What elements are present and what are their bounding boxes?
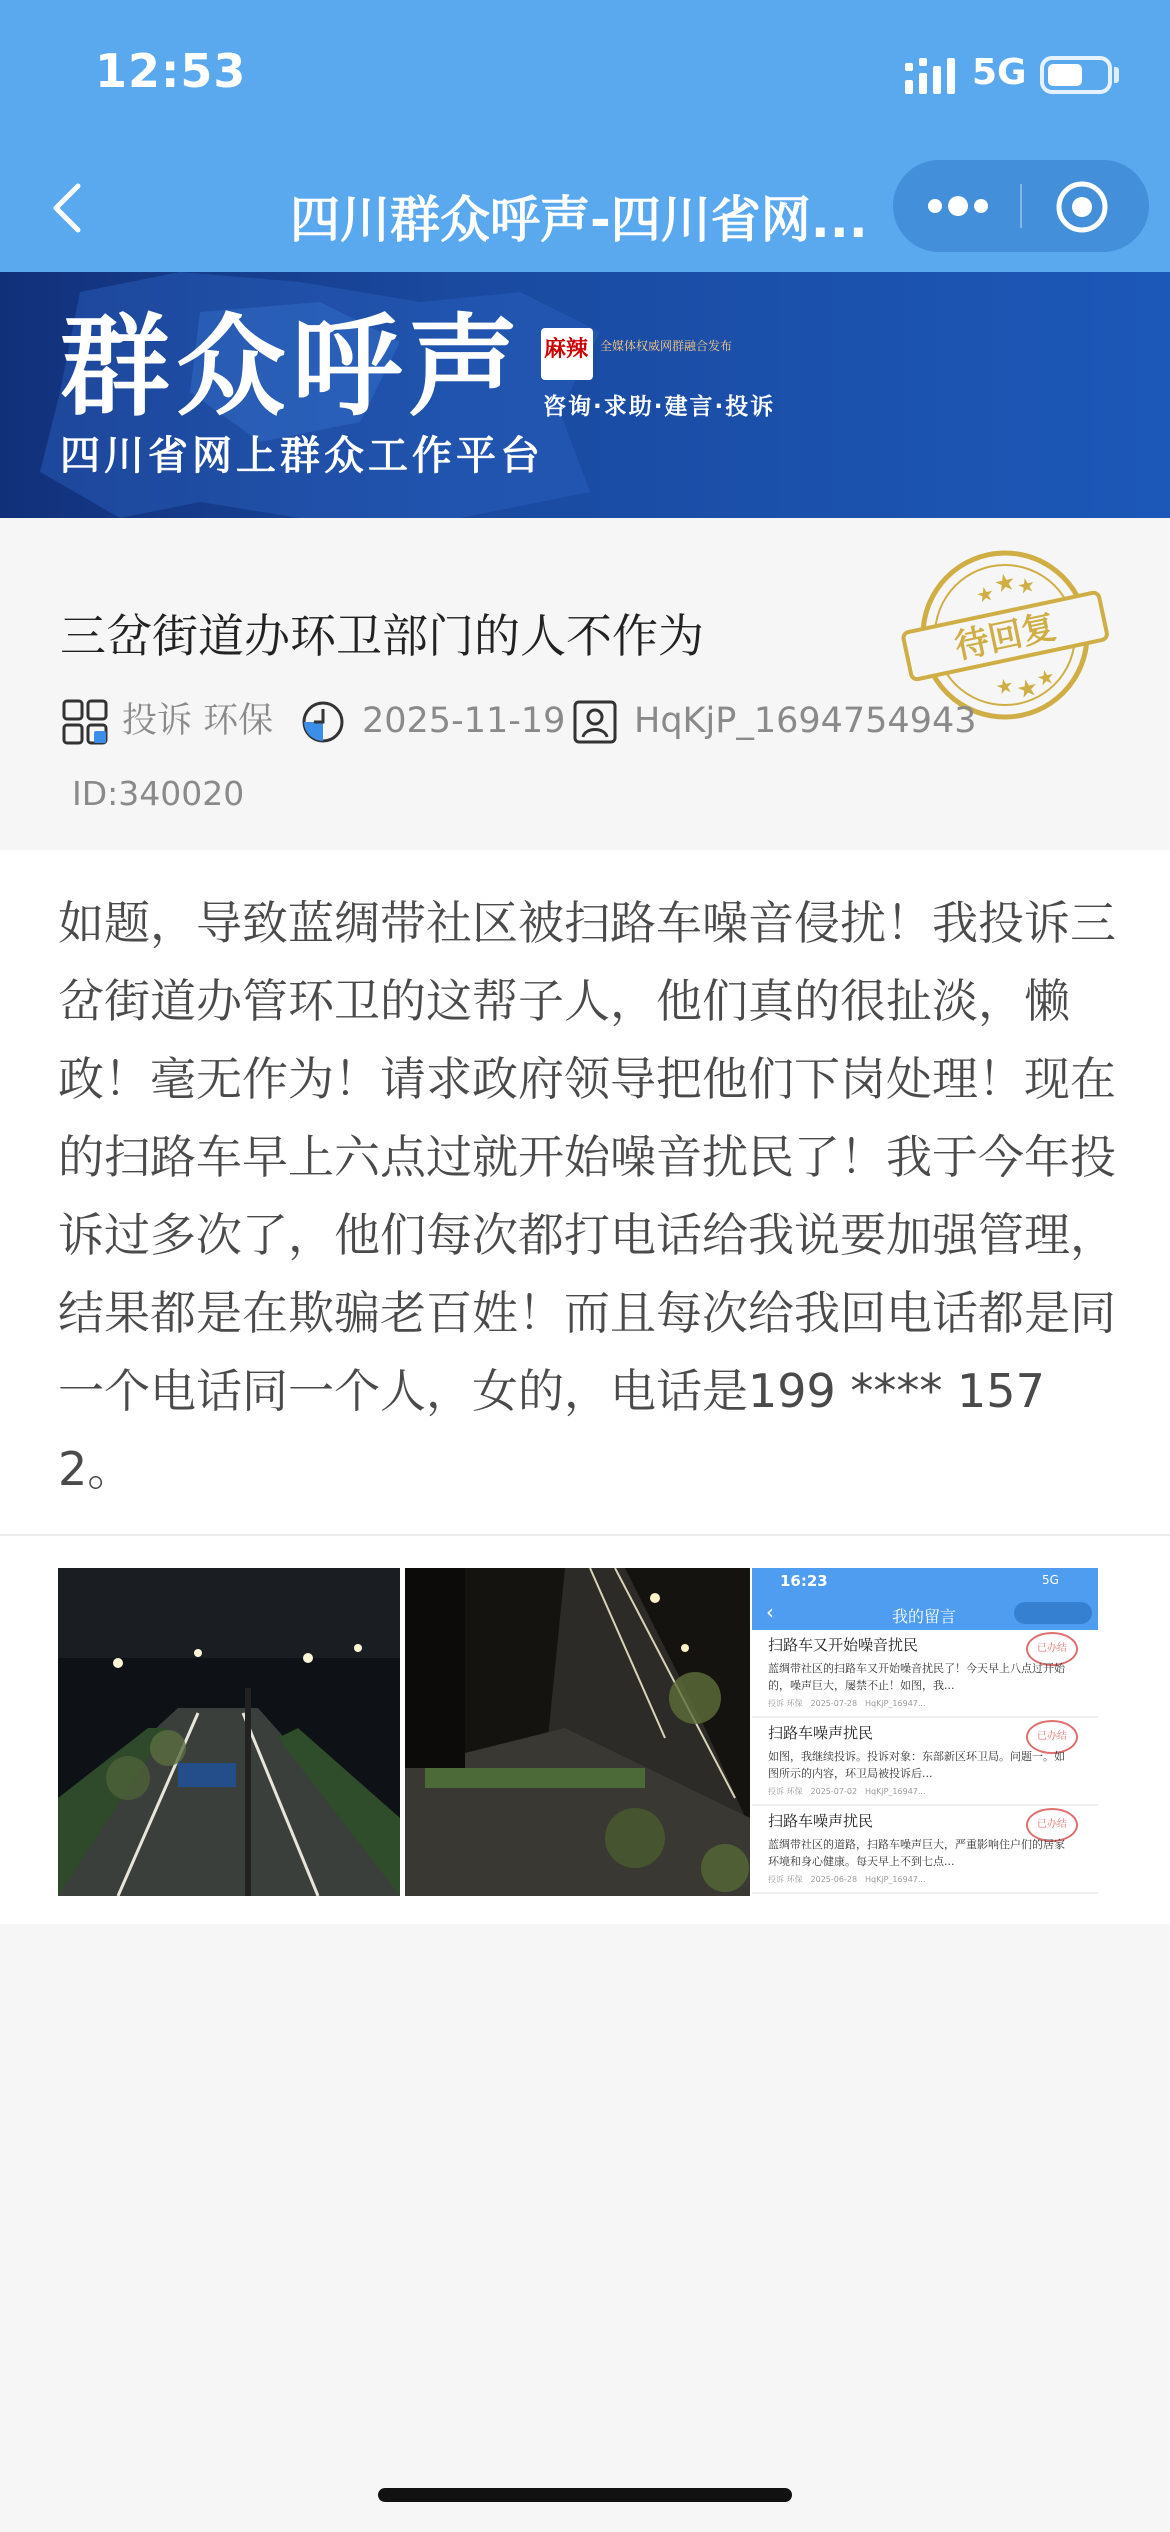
svg-text:★: ★ — [1034, 663, 1057, 692]
user-icon — [572, 699, 618, 745]
svg-text:★: ★ — [993, 672, 1016, 700]
screenshot-item-body: 蓝绸带社区的道路，扫路车噪声巨大，严重影响住户们的居家环境和身心健康。每天早上不到七点... — [768, 1838, 1065, 1868]
capsule-divider — [1020, 184, 1022, 228]
logo-caption: 全媒体权威网群融合发布 — [600, 339, 733, 353]
screenshot-item-stamp: 已办结 — [1026, 1720, 1078, 1754]
mala-logo-text: 麻辣 — [544, 337, 589, 362]
nav-bar — [0, 150, 1170, 272]
attachment-screenshot-messages[interactable] — [752, 1568, 1098, 1896]
post-content-card — [0, 850, 1170, 1536]
target-circle-icon[interactable] — [1055, 180, 1109, 234]
post-id: ID:340020 — [72, 774, 245, 813]
status-bar — [0, 0, 1170, 150]
banner-subtitle: 四川省网上群众工作平台 — [60, 433, 544, 479]
back-chevron-icon[interactable] — [44, 176, 92, 240]
battery-icon — [1040, 56, 1112, 94]
post-content: 如题，导致蓝绸带社区被扫路车噪音侵扰！我投诉三岔街道办管环卫的这帮子人，他们真的很扯淡，懒政！毫无作为！请求政府领导把他们下岗处理！现在的扫路车早上六点过就开始噪音扰民了！我于今年投诉过多次了，他们每次都打电话给我说要加强管理，结果都是在欺骗老百姓！而且每次给我回电话都是同一个电话同一个人，女的，电话是199 **** 1572。 — [58, 896, 1116, 1496]
screenshot-item-title: 扫路车噪声扰民 — [768, 1724, 874, 1742]
svg-text:★: ★ — [991, 566, 1019, 599]
attachment-photo-street-night-1[interactable] — [58, 1568, 400, 1896]
attachment-photo-street-night-2[interactable] — [405, 1568, 750, 1896]
post-header — [0, 518, 1170, 850]
battery-cap — [1114, 67, 1119, 83]
screenshot-capsule — [1014, 1602, 1092, 1624]
home-indicator[interactable] — [378, 2488, 792, 2502]
post-date: 2025-11-19 — [362, 701, 566, 741]
screenshot-time: 16:23 — [780, 1572, 828, 1590]
svg-text:★: ★ — [1014, 571, 1038, 600]
screenshot-title: 我的留言 — [892, 1607, 957, 1626]
more-dots-icon[interactable] — [923, 182, 993, 230]
platform-banner — [0, 272, 1170, 518]
post-author: HqKjP_1694754943 — [634, 701, 977, 741]
screenshot-item-stamp: 已办结 — [1026, 1632, 1078, 1666]
network-type: 5G — [972, 52, 1027, 93]
screenshot-message-item — [752, 1806, 1098, 1894]
post-category: 投诉 环保 — [122, 701, 274, 741]
night-road-image — [405, 1568, 750, 1896]
screenshot-item-meta: 投诉 环保 2025-07-02 HqKjP_16947... — [768, 1787, 926, 1796]
svg-text:★: ★ — [973, 580, 997, 608]
screenshot-item-body: 蓝绸带社区的扫路车又开始噪音扰民了！今天早上八点过开始的，噪声巨大，屡禁不止！如图，我... — [768, 1662, 1065, 1692]
screenshot-item-title: 扫路车又开始噪音扰民 — [768, 1636, 919, 1654]
screenshot-network: 5G — [1042, 1573, 1059, 1587]
battery-fill — [1048, 64, 1082, 86]
screenshot-item-title: 扫路车噪声扰民 — [768, 1812, 874, 1830]
category-grid-icon — [62, 699, 108, 745]
clock-icon — [300, 699, 346, 745]
mini-program-capsule — [893, 160, 1149, 252]
screenshot-back-icon: ‹ — [766, 1600, 774, 1624]
page-title: 四川群众呼声-四川省网... — [290, 191, 868, 249]
banner-slogan: 咨询·求助·建言·投诉 — [543, 394, 776, 420]
screenshot-item-meta: 投诉 环保 2025-07-28 HqKjP_16947... — [768, 1699, 926, 1708]
attachment-gallery — [0, 1536, 1170, 1924]
mala-logo — [541, 328, 593, 380]
app-header — [0, 0, 1170, 272]
screenshot-item-meta: 投诉 环保 2025-06-28 HqKjP_16947... — [768, 1875, 926, 1884]
signal-icon — [905, 58, 957, 94]
screenshot-message-item — [752, 1718, 1098, 1806]
stamp-text: 待回复 — [951, 606, 1060, 668]
night-street-image — [58, 1568, 400, 1896]
screenshot-status-bar — [752, 1568, 1098, 1596]
svg-text:★: ★ — [1013, 672, 1041, 705]
screenshot-item-body: 如图，我继续投诉。投诉对象：东部新区环卫局。问题一。如图所示的内容，环卫局被投诉后... — [768, 1750, 1065, 1780]
banner-title: 群众呼声 — [60, 303, 524, 431]
screenshot-message-item — [752, 1630, 1098, 1718]
status-time: 12:53 — [95, 44, 247, 98]
screenshot-nav — [752, 1596, 1098, 1630]
screenshot-item-stamp: 已办结 — [1026, 1808, 1078, 1842]
post-title: 三岔街道办环卫部门的人不作为 — [60, 609, 704, 663]
